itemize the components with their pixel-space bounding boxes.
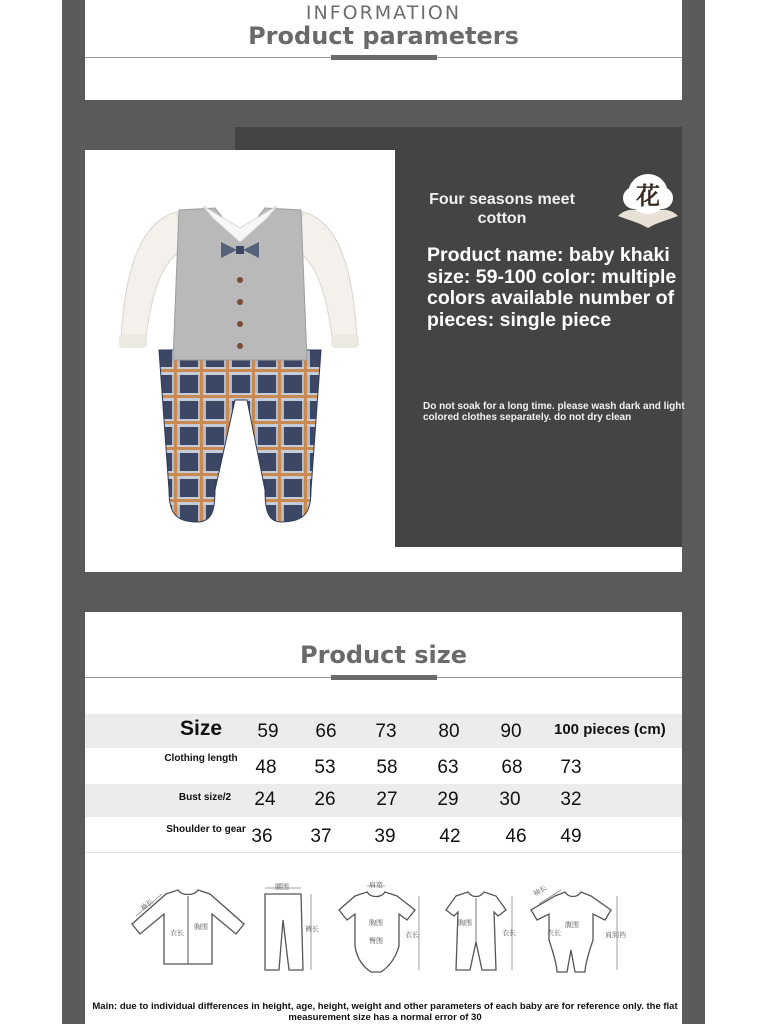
dimension-label: 胸围 <box>369 919 383 927</box>
dimension-label: 袖长 <box>531 884 549 898</box>
frame-band-middle <box>62 572 705 612</box>
size-column-header: 100 pieces (cm) <box>554 721 666 738</box>
dimension-label: 衣长 <box>547 929 561 937</box>
dimension-label: 腰围 <box>275 883 289 891</box>
dimension-label: 肩宽 <box>369 881 383 889</box>
table-cell: 46 <box>505 826 527 847</box>
cotton-badge-glyph: 花 <box>636 181 660 210</box>
row-label-clothing-length: Clothing length <box>164 753 238 764</box>
size-column-header: 80 <box>438 721 460 742</box>
size-column-header: 66 <box>315 721 337 742</box>
dimension-label: 衣长 <box>502 929 516 937</box>
table-cell: 63 <box>437 757 459 778</box>
dimension-label: 肩到裆 <box>605 931 626 939</box>
row-label-shoulder-to-gear: Shoulder to gear <box>166 824 246 835</box>
table-cell: 29 <box>437 789 459 810</box>
section-title: Product parameters <box>248 22 519 50</box>
dimension-label: 衣长 <box>405 931 419 939</box>
size-column-header: 59 <box>257 721 279 742</box>
size-accent-bar <box>331 675 437 680</box>
table-cell: 37 <box>310 826 332 847</box>
dimension-label: 臀围 <box>369 937 383 945</box>
dimension-label: 袖长 <box>139 897 155 913</box>
table-cell: 30 <box>499 789 521 810</box>
dimension-label: 腹围 <box>565 921 579 929</box>
measurement-disclaimer: Main: due to individual differences in height, age, height, weight and other parameters of each baby are for reference only. the flat measurement size has a normal error of 30 <box>92 1001 678 1023</box>
gown-diagram <box>525 880 630 980</box>
baby-romper-photo-icon <box>85 150 395 572</box>
table-cell: 24 <box>254 789 276 810</box>
product-tagline: Four seasons meet cotton <box>429 191 575 227</box>
romper-diagram <box>440 880 520 980</box>
size-header-label: Size <box>179 717 223 740</box>
table-cell: 48 <box>255 757 277 778</box>
care-instructions: Do not soak for a long time. please wash dark and light colored clothes separately. do not dry clean <box>423 401 685 423</box>
table-cell: 27 <box>376 789 398 810</box>
table-cell: 68 <box>501 757 523 778</box>
table-cell: 58 <box>376 757 398 778</box>
table-cell: 42 <box>439 826 461 847</box>
cotton-badge <box>612 168 684 232</box>
table-cell: 32 <box>560 789 582 810</box>
size-section-title: Product size <box>300 641 467 669</box>
dimension-label: 衣长 <box>170 929 184 937</box>
frame-right <box>682 0 705 1024</box>
product-photo <box>85 150 395 572</box>
table-cell: 53 <box>314 757 336 778</box>
table-cell: 49 <box>560 826 582 847</box>
dimension-label: 裤长 <box>305 925 319 933</box>
size-column-header: 73 <box>375 721 397 742</box>
dimension-label: 胸围 <box>194 923 208 931</box>
size-column-header: 90 <box>500 721 522 742</box>
jacket-outline-icon <box>128 880 248 980</box>
jacket-diagram <box>128 880 248 980</box>
dimension-label: 胸围 <box>458 919 472 927</box>
frame-left <box>62 0 85 1024</box>
table-cell: 39 <box>374 826 396 847</box>
bodysuit-diagram <box>335 880 425 980</box>
table-cell: 73 <box>560 757 582 778</box>
pants-diagram <box>255 880 325 980</box>
table-cell: 36 <box>251 826 273 847</box>
title-accent-bar <box>331 55 437 60</box>
product-description: Product name: baby khaki size: 59-100 color: multiple colors available number of pieces: single piece <box>427 244 677 331</box>
table-cell: 26 <box>314 789 336 810</box>
section-eyebrow: INFORMATION <box>305 2 462 24</box>
table-bottom-divider <box>85 852 682 853</box>
row-label-bust-size: Bust size/2 <box>178 792 232 803</box>
